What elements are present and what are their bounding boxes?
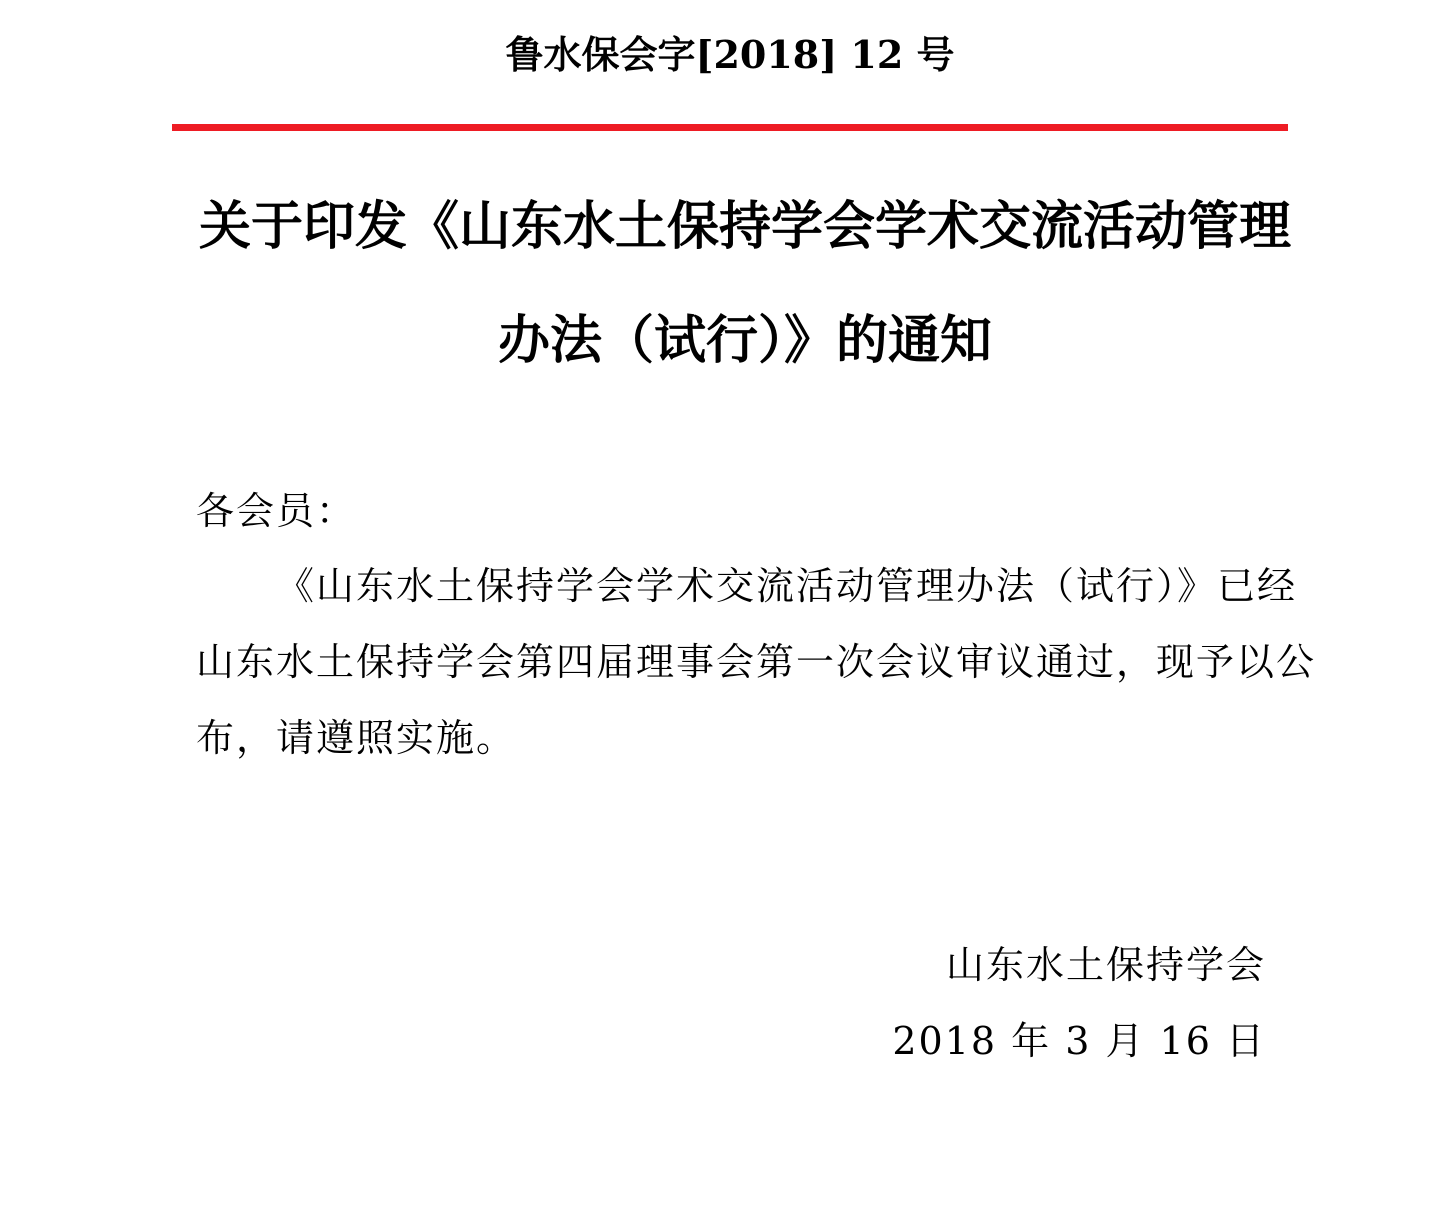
document-number: 鲁水保会字[2018] 12 号 <box>505 32 955 77</box>
signature-organization: 山东水土保持学会 <box>945 943 1266 987</box>
salutation: 各会员： <box>196 489 357 533</box>
body-paragraph-line-1: 《山东水土保持学会学术交流活动管理办法（试行）》已经 <box>276 564 1298 608</box>
red-header-rule <box>172 124 1288 131</box>
document-title-line-2: 办法（试行）》的通知 <box>497 311 992 371</box>
body-paragraph-line-2: 山东水土保持学会第四届理事会第一次会议审议通过，现予以公 <box>196 640 1317 684</box>
document-title-line-1: 关于印发《山东水土保持学会学术交流活动管理 <box>198 197 1291 257</box>
body-paragraph-line-3: 布，请遵照实施。 <box>196 716 517 760</box>
signature-date: 2018 年 3 月 16 日 <box>892 1019 1266 1063</box>
